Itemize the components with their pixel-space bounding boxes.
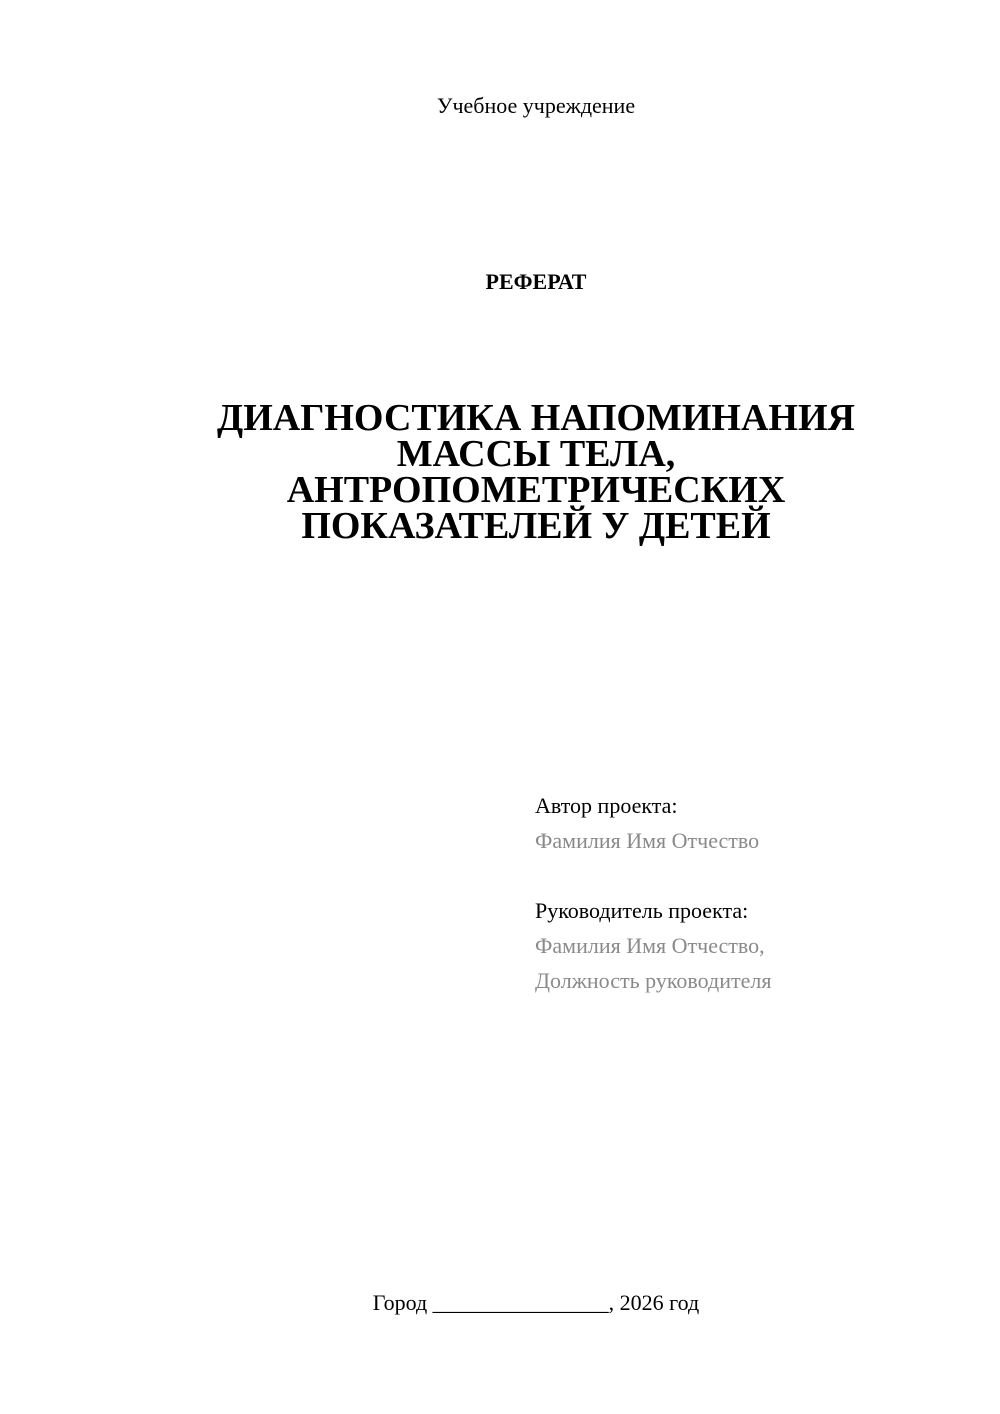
title-line: ДИАГНОСТИКА НАПОМИНАНИЯ [217,397,855,439]
supervisor-label: Руководитель проекта: [535,898,749,923]
city-year-footer: Город ________________, 2026 год [372,1290,700,1315]
title-line: ПОКАЗАТЕЛЕЙ У ДЕТЕЙ [301,505,771,547]
title-line: АНТРОПОМЕТРИЧЕСКИХ [286,469,786,511]
project-people-block [535,788,975,998]
author-name-placeholder: Фамилия Имя Отчество [535,828,760,853]
document-type: РЕФЕРАТ [485,269,587,294]
supervisor-position-placeholder: Должность руководителя [535,968,772,993]
title-line: МАССЫ ТЕЛА, [396,433,676,475]
document-title [0,397,1000,547]
institution-name: Учебное учреждение [436,93,636,118]
section-spacer [535,858,975,893]
author-label: Автор проекта: [535,793,678,818]
supervisor-name-placeholder: Фамилия Имя Отчество, [535,933,765,958]
